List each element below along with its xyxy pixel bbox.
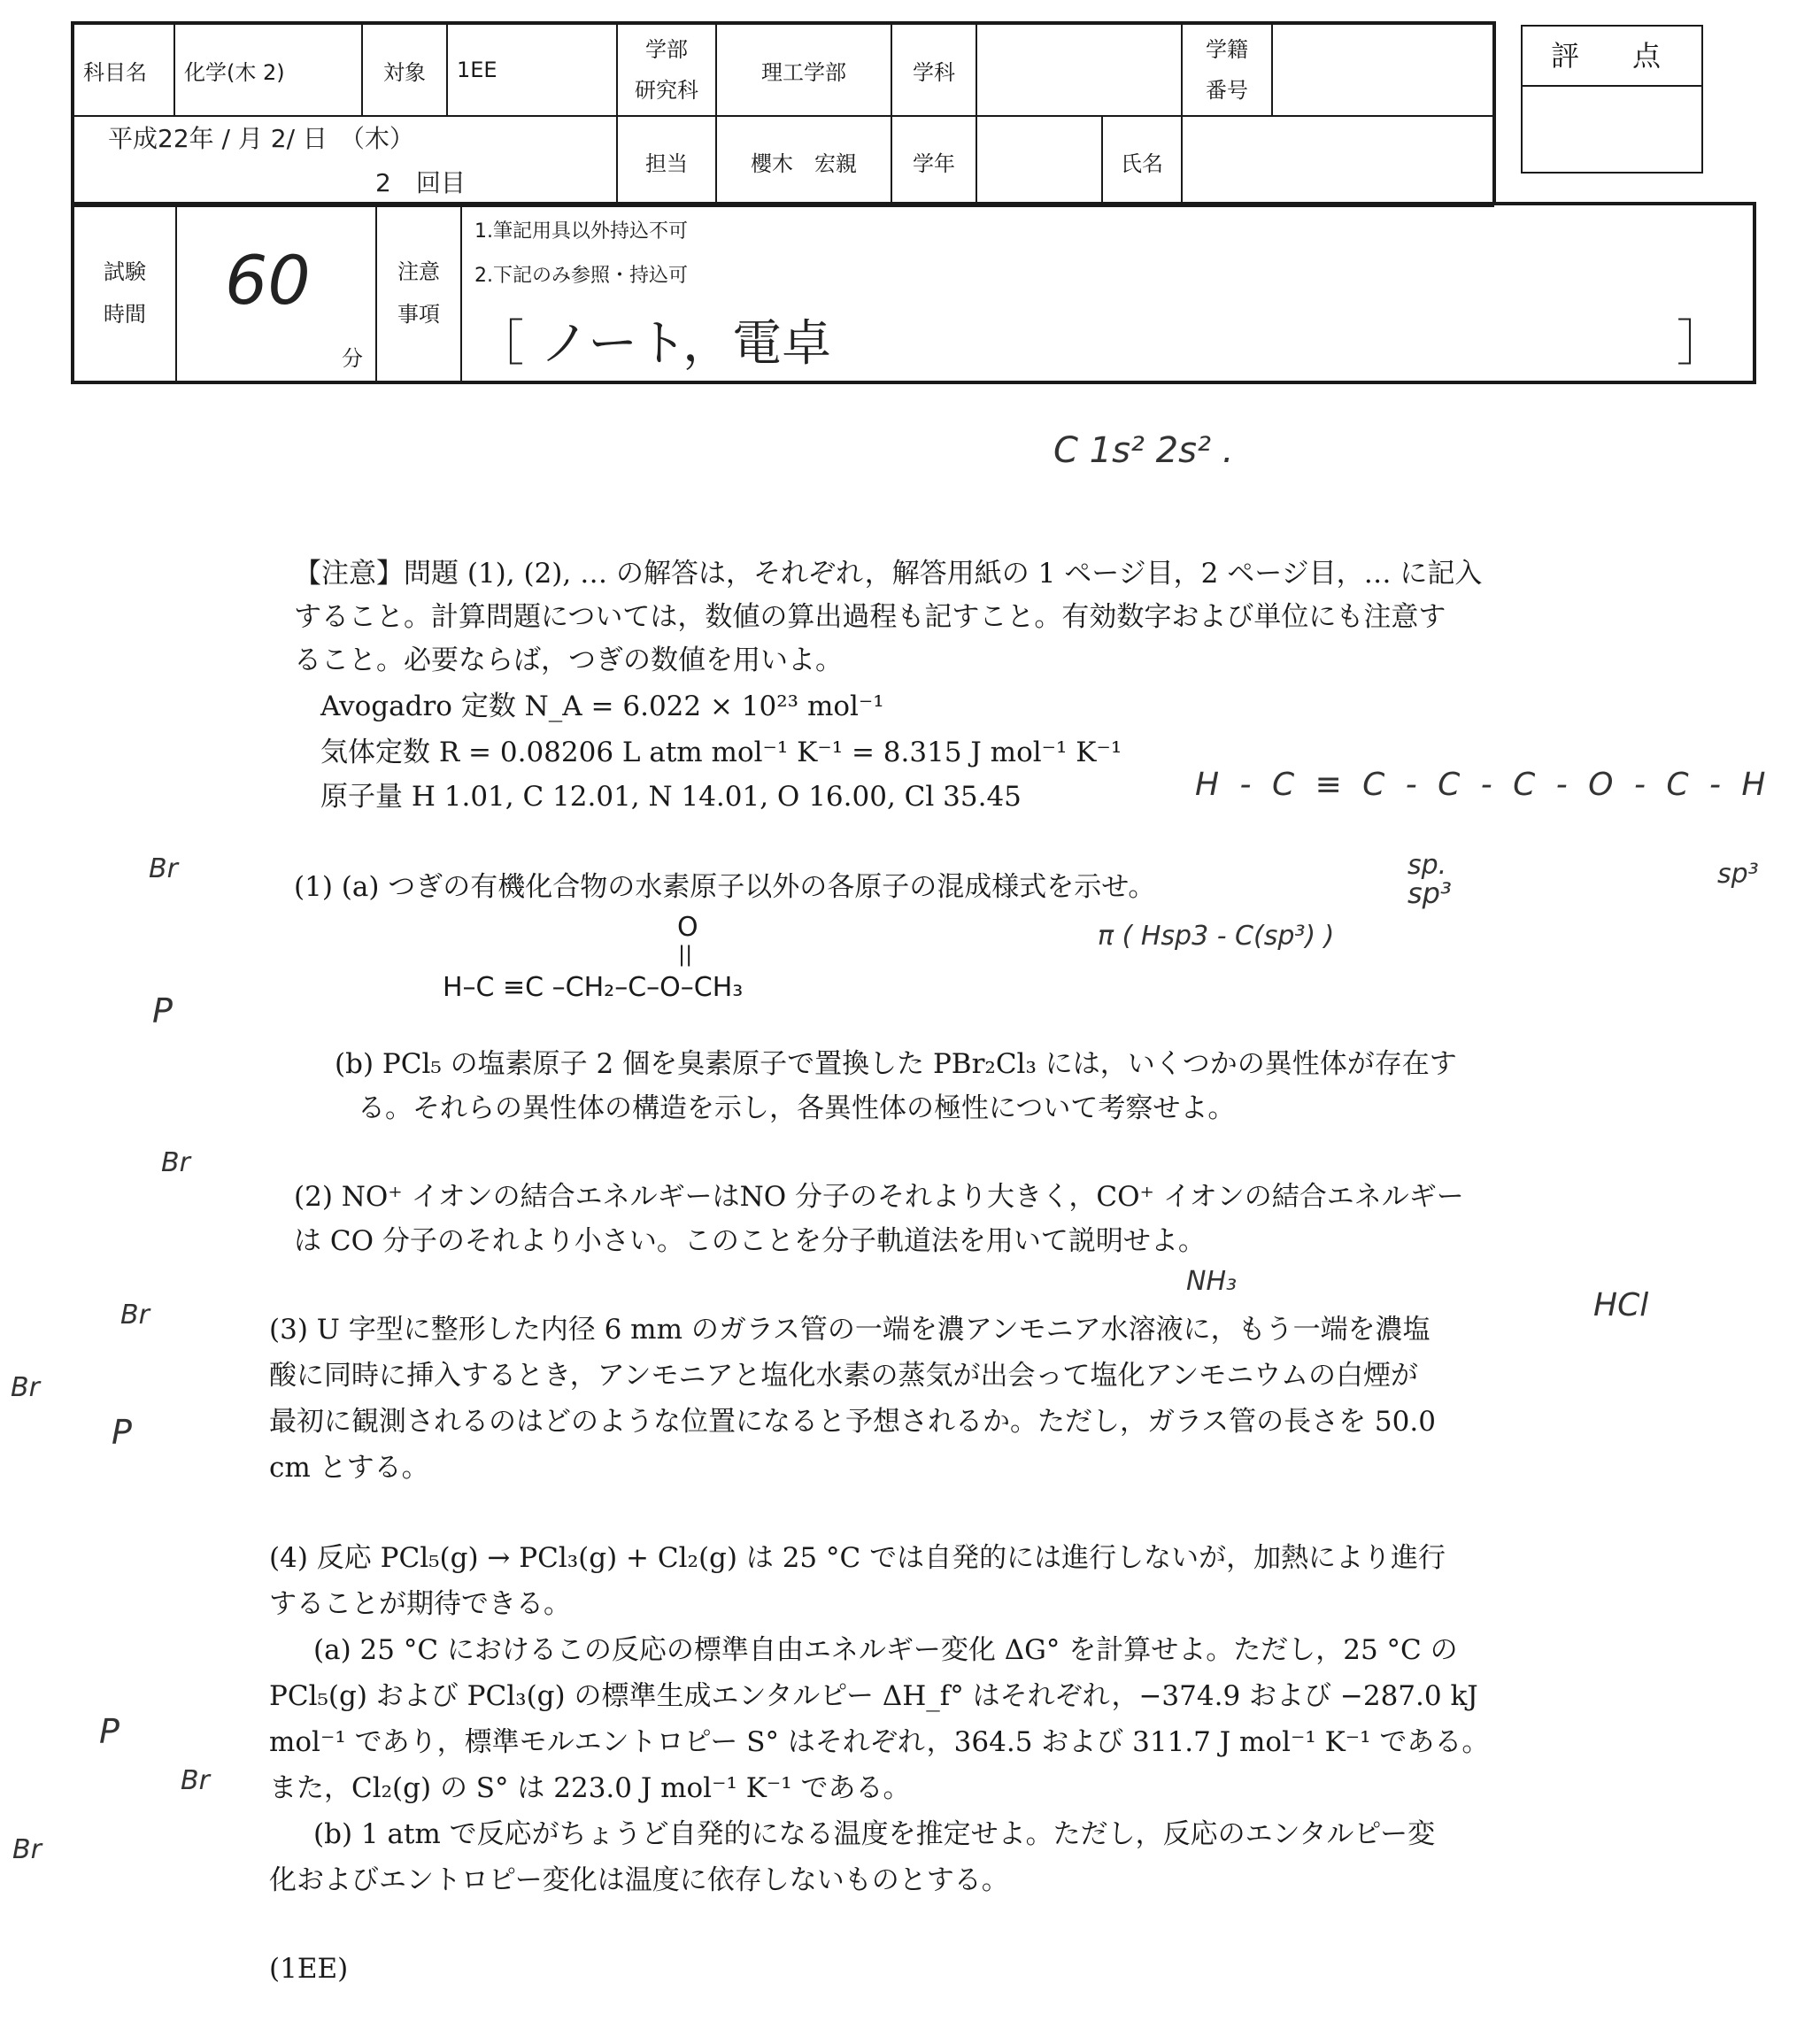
note-structure: H - C ≡ C - C - C - O - C - H <box>1195 767 1771 803</box>
q4-a-line-3: mol⁻¹ であり，標準モルエントロピー S° はそれぞれ，364.5 および 311.7 J mol⁻¹ K⁻¹ である。 <box>269 1726 1490 1758</box>
note-br-2: Br <box>161 1147 190 1178</box>
note-sp-1: sp. <box>1407 850 1447 881</box>
q4-a-line-1: (a) 25 °C におけるこの反応の標準自由エネルギー変化 ΔG° を計算せよ。ただし，25 °C の <box>313 1634 1458 1666</box>
exam-time-label-2: 時間 <box>104 302 146 327</box>
note-p-2: P <box>112 1413 132 1452</box>
q1-a: (1) (a) つぎの有機化合物の水素原子以外の各原子の混成様式を示せ。 <box>294 871 1156 903</box>
teacher-value: 櫻木 宏親 <box>716 116 891 206</box>
q4-b-line-2: 化およびエントロピー変化は温度に依存しないものとする。 <box>269 1864 1009 1896</box>
note-p-3: P <box>99 1712 120 1751</box>
exam-time-value: 60 <box>225 241 311 320</box>
note-br-4: Br <box>11 1372 40 1403</box>
name-label: 氏名 <box>1121 150 1163 176</box>
header-form-top <box>71 21 1496 204</box>
faculty-label-1: 学部 <box>645 37 688 62</box>
q1-b-line-1: (b) PCl₅ の塩素原子 2 個を臭素原子で置換した PBr₂Cl₃ には，いくつかの異性体が存在す <box>335 1048 1457 1080</box>
student-no-label <box>1182 24 1272 116</box>
score-label: 評 点 <box>1523 27 1701 87</box>
note-sp-3: sp³ <box>1717 859 1759 890</box>
notes-cell <box>461 204 1754 382</box>
note-hcl: HCl <box>1593 1287 1649 1323</box>
exam-time-cell <box>176 204 376 382</box>
q2-line-1: (2) NO⁺ イオンの結合エネルギーはNO 分子のそれより大きく，CO⁺ イオンの結合エネルギー <box>294 1181 1464 1213</box>
note-br-3: Br <box>120 1300 150 1331</box>
note-br-5: Br <box>181 1765 210 1796</box>
q3-line-1: (3) U 字型に整形した内径 6 mm のガラス管の一端を濃アンモニア水溶液に，もう一端を濃塩 <box>269 1314 1431 1346</box>
q2-line-2: は CO 分子のそれより小さい。このことを分子軌道法を用いて説明せよ。 <box>294 1225 1206 1257</box>
note-p-1: P <box>152 991 173 1030</box>
note-br-6: Br <box>12 1834 42 1865</box>
q4-a-line-2: PCl₅(g) および PCl₃(g) の標準生成エンタルピー ΔH_f° はそれぞれ，−374.9 および −287.0 kJ <box>269 1680 1478 1712</box>
note-nh3: NH₃ <box>1186 1266 1238 1297</box>
q4-line-1: (4) 反応 PCl₅(g) → PCl₃(g) + Cl₂(g) は 25 °C では自発的には進行しないが，加熱により進行 <box>269 1542 1446 1574</box>
avogadro-constant: Avogadro 定数 N_A = 6.022 × 10²³ mol⁻¹ <box>320 690 884 722</box>
minutes-label: 分 <box>342 346 363 371</box>
faculty-value: 理工学部 <box>716 24 891 116</box>
faculty-label-2: 研究科 <box>635 78 698 103</box>
date-value: 平成22年 / 月 2/ 日 （木） <box>108 124 414 153</box>
note-sp-2: sp³ <box>1407 876 1452 910</box>
score-box <box>1521 25 1703 174</box>
structure-formula: H–C ≡C –CH₂–C–O–CH₃ <box>443 972 744 1003</box>
student-no-label-2: 番号 <box>1206 78 1248 103</box>
student-no-value <box>1272 24 1493 116</box>
subject-value: 化学(木 2) <box>174 24 362 116</box>
target-value: 1EE <box>447 24 617 116</box>
exam-time-label <box>73 204 176 382</box>
header-table-top <box>73 23 1494 207</box>
header-form-bottom <box>71 202 1756 384</box>
date-cell <box>73 116 617 206</box>
q3-line-4: cm とする。 <box>269 1452 429 1484</box>
name-value <box>1182 116 1493 206</box>
instructions-line-3: ること。必要ならば，つぎの数値を用いよ。 <box>294 644 843 676</box>
structure-double-bond: || <box>678 942 693 967</box>
q3-line-2: 酸に同時に挿入するとき，アンモニアと塩化水素の蒸気が出会って塩化アンモニウムの白煙が <box>269 1360 1418 1392</box>
faculty-label <box>617 24 716 116</box>
q3-line-3: 最初に観測されるのはどのような位置になると予想されるか。ただし，ガラス管の長さを 50.0 <box>269 1406 1436 1438</box>
footer-code: (1EE) <box>269 1953 349 1985</box>
note-2: 2.下記のみ参照・持込可 <box>474 265 688 287</box>
q1-b-line-2: る。それらの異性体の構造を示し，各異性体の極性について考察せよ。 <box>358 1092 1236 1124</box>
instructions-line-2: すること。計算問題については，数値の算出過程も記すこと。有効数字および単位にも注意す <box>294 601 1446 633</box>
note-1: 1.筆記用具以外持込不可 <box>474 220 688 243</box>
q4-b-line-1: (b) 1 atm で反応がちょうど自発的になる温度を推定せよ。ただし，反応のエンタルピー変 <box>313 1818 1436 1850</box>
subject-label: 科目名 <box>73 24 174 116</box>
dept-value <box>976 24 1182 116</box>
grade-label: 学年 <box>891 116 976 206</box>
note-pi: π ( Hsp3 - C(sp³) ) <box>1098 921 1335 952</box>
note-top: C 1s² 2s² . <box>1053 430 1234 471</box>
allowed-close: ］ <box>1677 315 1726 373</box>
atomic-masses: 原子量 H 1.01, C 12.01, N 14.01, O 16.00, Cl 35.45 <box>320 781 1022 813</box>
grade-value <box>976 116 1182 206</box>
q4-line-2: することが期待できる。 <box>269 1588 571 1620</box>
exam-time-label-1: 試験 <box>104 259 146 284</box>
round-value: 2 回目 <box>375 168 466 197</box>
notes-label-2: 事項 <box>397 302 440 327</box>
target-label: 対象 <box>362 24 447 116</box>
grade-input-cell <box>977 117 1102 205</box>
allowed-items: ［ ノート，電卓 <box>474 315 832 373</box>
student-no-label-1: 学籍 <box>1206 37 1248 62</box>
gas-constant: 気体定数 R = 0.08206 L atm mol⁻¹ K⁻¹ = 8.315 J mol⁻¹ K⁻¹ <box>320 737 1122 768</box>
teacher-label: 担当 <box>617 116 716 206</box>
q4-a-line-4: また，Cl₂(g) の S° は 223.0 J mol⁻¹ K⁻¹ である。 <box>269 1772 911 1804</box>
dept-label: 学科 <box>891 24 976 116</box>
notes-label <box>376 204 461 382</box>
note-br-1: Br <box>149 853 178 884</box>
instructions-line-1: 【注意】問題 (1), (2), … の解答は，それぞれ，解答用紙の 1 ページ目，2 ページ目，… に記入 <box>294 558 1483 590</box>
notes-label-1: 注意 <box>397 259 440 284</box>
structure-oxygen: O <box>677 912 698 943</box>
header-table-bottom <box>73 204 1754 382</box>
